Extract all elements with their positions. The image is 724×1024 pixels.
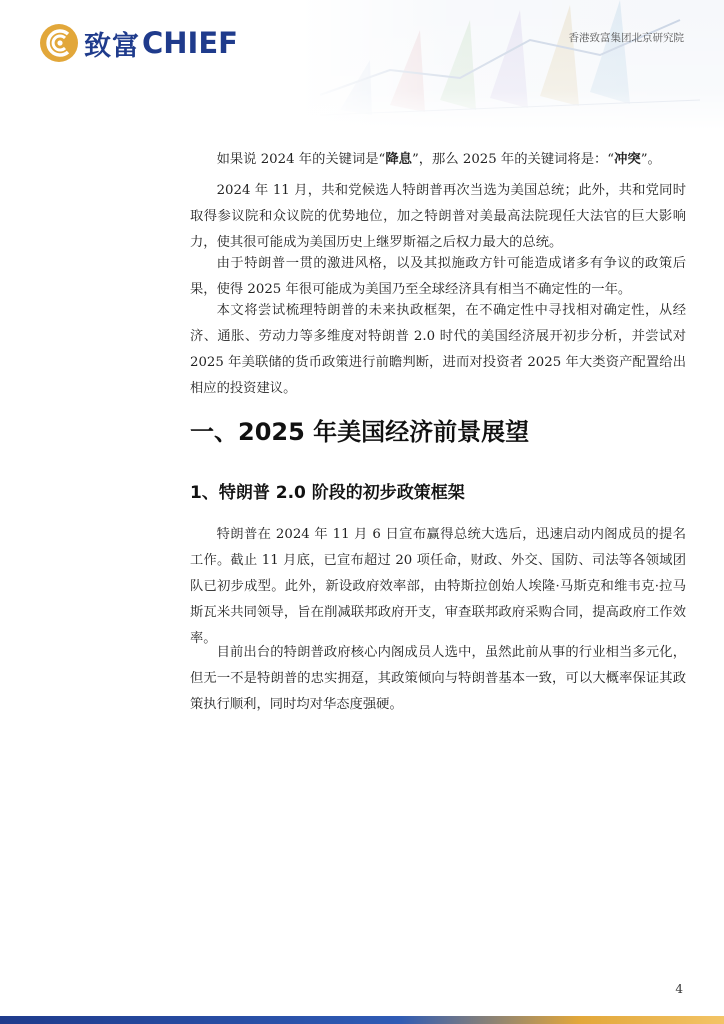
intro-p1-before: 如果说 2024 年的关键词是“: [216, 152, 386, 167]
company-logo: [38, 22, 238, 64]
page-number: 4: [675, 982, 683, 996]
intro-p1-mid: ”，那么 2025 年的关键词将是：“: [411, 152, 615, 167]
footer-bar: [0, 1012, 724, 1024]
intro-p1-after: ”。: [640, 152, 661, 167]
intro-paragraph-2: 2024 年 11 月，共和党候选人特朗普再次当选为美国总统；此外，共和党同时取得参议院和众议院的优势地位，加之特朗普对美最高法院现任大法官的巨大影响力，使其很可能成为美国历史上继罗斯福之后权力最大的总统。: [190, 183, 686, 250]
intro-paragraph-3: 由于特朗普一贯的激进风格，以及其拟施政方针可能造成诸多有争议的政策后果，使得 2025 年很可能成为美国乃至全球经济具有相当不确定性的一年。: [190, 256, 686, 297]
intro-paragraph-4: 本文将尝试梳理特朗普的未来执政框架，在不确定性中寻找相对确定性，从经济、通胀、劳动力等多维度对特朗普 2.0 时代的美国经济展开初步分析，并尝试对 2025 年美联储的货币政策进行前瞻判断，进而对投资者 2025 年大类资产配置给出相应的投资建议。: [190, 303, 686, 396]
logo-text-en: CHIEF: [142, 26, 238, 60]
subsection-heading: 1、特朗普 2.0 阶段的初步政策框架: [190, 483, 465, 503]
institute-name: 香港致富集团北京研究院: [568, 32, 684, 44]
section-heading: 一、2025 年美国经济前景展望: [190, 418, 530, 446]
header-chart-decoration: [300, 0, 724, 130]
page-header: [0, 0, 724, 130]
logo-text-cn: 致富: [84, 30, 140, 62]
section-paragraph-1: 特朗普在 2024 年 11 月 6 日宣布赢得总统大选后，迅速启动内阁成员的提名工作。截止 11 月底，已宣布超过 20 项任命，财政、外交、国防、司法等各领域团队已初步成型。此外，新设政府效率部，由特斯拉创始人埃隆·马斯克和维韦克·拉马斯瓦米共同领导，旨在削减联邦政府开支，审查联邦政府采购合同，提高政府工作效率。: [190, 527, 686, 646]
keyword-2025: 冲突: [614, 152, 641, 167]
intro-paragraph-1: [190, 147, 686, 173]
keyword-2024: 降息: [385, 152, 412, 167]
section-paragraph-2: 目前出台的特朗普政府核心内阁成员人选中，虽然此前从事的行业相当多元化，但无一不是特朗普的忠实拥趸，其政策倾向与特朗普基本一致，可以大概率保证其政策执行顺利，同时均对华态度强硬。: [190, 645, 686, 712]
logo-mark-icon: [38, 22, 80, 64]
